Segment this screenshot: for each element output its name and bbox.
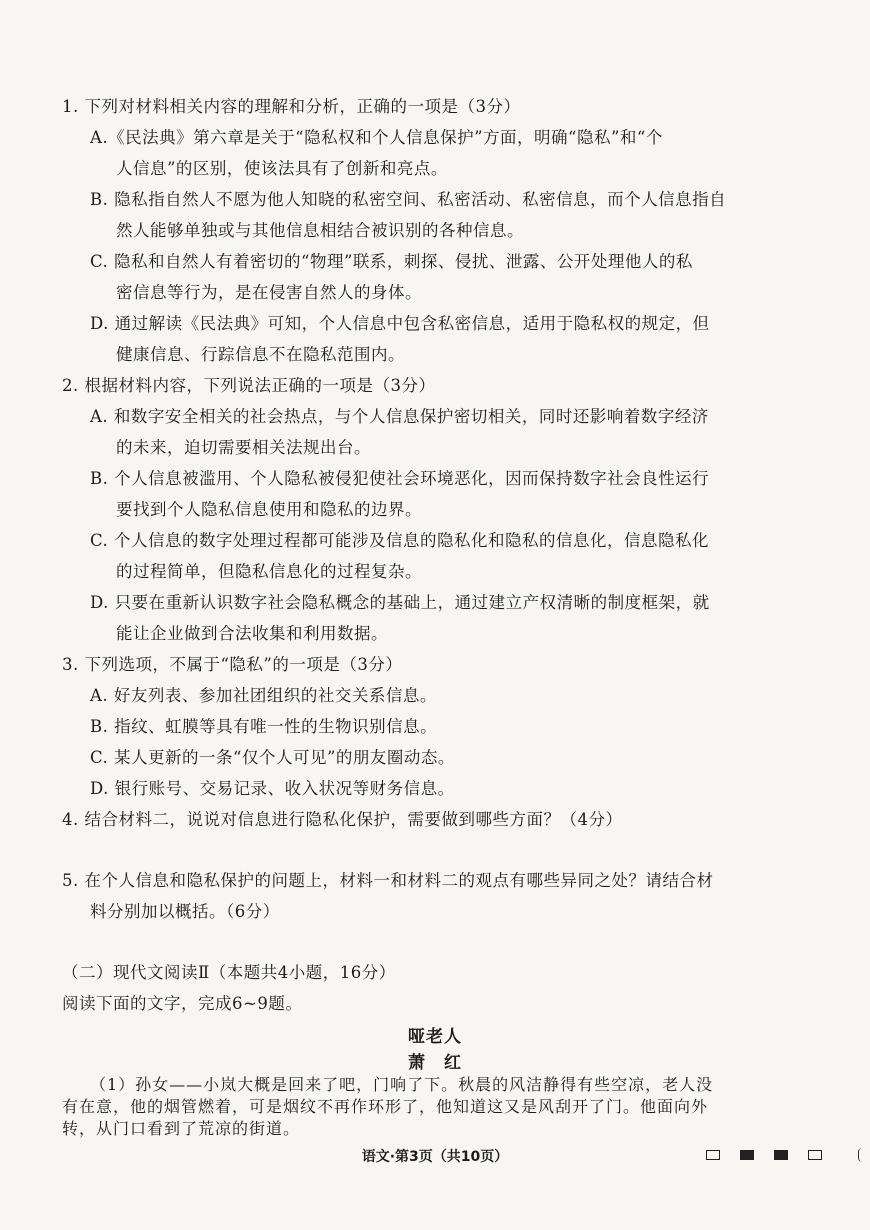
q1-option-d-line-1: D. 通过解读《民法典》可知，个人信息中包含私密信息，适用于隐私权的规定，但 [90,314,710,333]
q3-option-a: A. 好友列表、参加社团组织的社交关系信息。 [90,686,437,705]
q1-option-c-line-2: 密信息等行为，是在侵害自然人的身体。 [116,283,422,302]
q1-option-b-line-2: 然人能够单独或与其他信息相结合被识别的各种信息。 [116,221,524,240]
section-instruction: 阅读下面的文字，完成6~9题。 [62,994,303,1013]
question-2-stem: 2. 根据材料内容，下列说法正确的一项是（3分） [62,376,436,395]
q2-option-a-line-2: 的未来，迫切需要相关法规出台。 [116,438,371,457]
q1-option-a-line-2: 人信息”的区别，使该法具有了创新和亮点。 [116,159,448,178]
story-title: 哑老人 [408,1027,462,1047]
question-3-stem: 3. 下列选项，不属于“隐私”的一项是（3分） [62,655,403,674]
page-edge-mark [858,1148,863,1162]
q2-option-c-line-1: C. 个人信息的数字处理过程都可能涉及信息的隐私化和隐私的信息化，信息隐私化 [90,531,710,550]
question-5-line-2: 料分别加以概括。（6分） [90,902,280,921]
q2-option-d-line-1: D. 只要在重新认识数字社会隐私概念的基础上，通过建立产权清晰的制度框架，就 [90,593,710,612]
q3-option-c: C. 某人更新的一条“仅个人可见”的朋友圈动态。 [90,748,455,767]
q1-option-d-line-2: 健康信息、行踪信息不在隐私范围内。 [116,345,405,364]
q2-option-a-line-1: A. 和数字安全相关的社会热点，与个人信息保护密切相关，同时还影响着数字经济 [90,407,709,426]
q3-option-d: D. 银行账号、交易记录、收入状况等财务信息。 [90,779,455,798]
q1-option-c-line-1: C. 隐私和自然人有着密切的“物理”联系，刺探、侵扰、泄露、公开处理他人的私 [90,252,693,271]
story-paragraph-line-1: （1）孙女——小岚大概是回来了吧，门响了下。秋晨的风洁静得有些空凉，老人没 [90,1075,714,1094]
q2-option-d-line-2: 能让企业做到合法收集和利用数据。 [116,624,388,643]
q2-option-c-line-2: 的过程简单，但隐私信息化的过程复杂。 [116,562,422,581]
scan-mark-filled [740,1150,754,1160]
q2-option-b-line-1: B. 个人信息被滥用、个人隐私被侵犯使社会环境恶化，因而保持数字社会良性运行 [90,469,710,488]
q1-option-a-line-1: A.《民法典》第六章是关于“隐私权和个人信息保护”方面，明确“隐私”和“个 [90,128,663,147]
section-heading: （二）现代文阅读Ⅱ（本题共4小题，16分） [62,963,396,982]
scan-mark-empty [706,1150,720,1160]
q2-option-b-line-2: 要找到个人隐私信息使用和隐私的边界。 [116,500,422,519]
story-paragraph-line-2: 有在意，他的烟管燃着，可是烟纹不再作环形了，他知道这又是风刮开了门。他面向外 [62,1097,709,1116]
story-paragraph-line-3: 转，从门口看到了荒凉的街道。 [62,1119,301,1138]
page-footer: 语文·第3页（共10页） [361,1149,509,1165]
scan-mark-filled [774,1150,788,1160]
question-4: 4. 结合材料二，说说对信息进行隐私化保护，需要做到哪些方面？（4分） [62,810,623,829]
question-1-stem: 1. 下列对材料相关内容的理解和分析，正确的一项是（3分） [62,97,521,116]
scan-mark-empty [808,1150,822,1160]
q1-option-b-line-1: B. 隐私指自然人不愿为他人知晓的私密空间、私密活动、私密信息，而个人信息指自 [90,190,727,209]
q3-option-b: B. 指纹、虹膜等具有唯一性的生物识别信息。 [90,717,438,736]
question-5-line-1: 5. 在个人信息和隐私保护的问题上，材料一和材料二的观点有哪些异同之处？请结合材 [62,871,714,890]
story-author: 萧 红 [408,1053,462,1073]
